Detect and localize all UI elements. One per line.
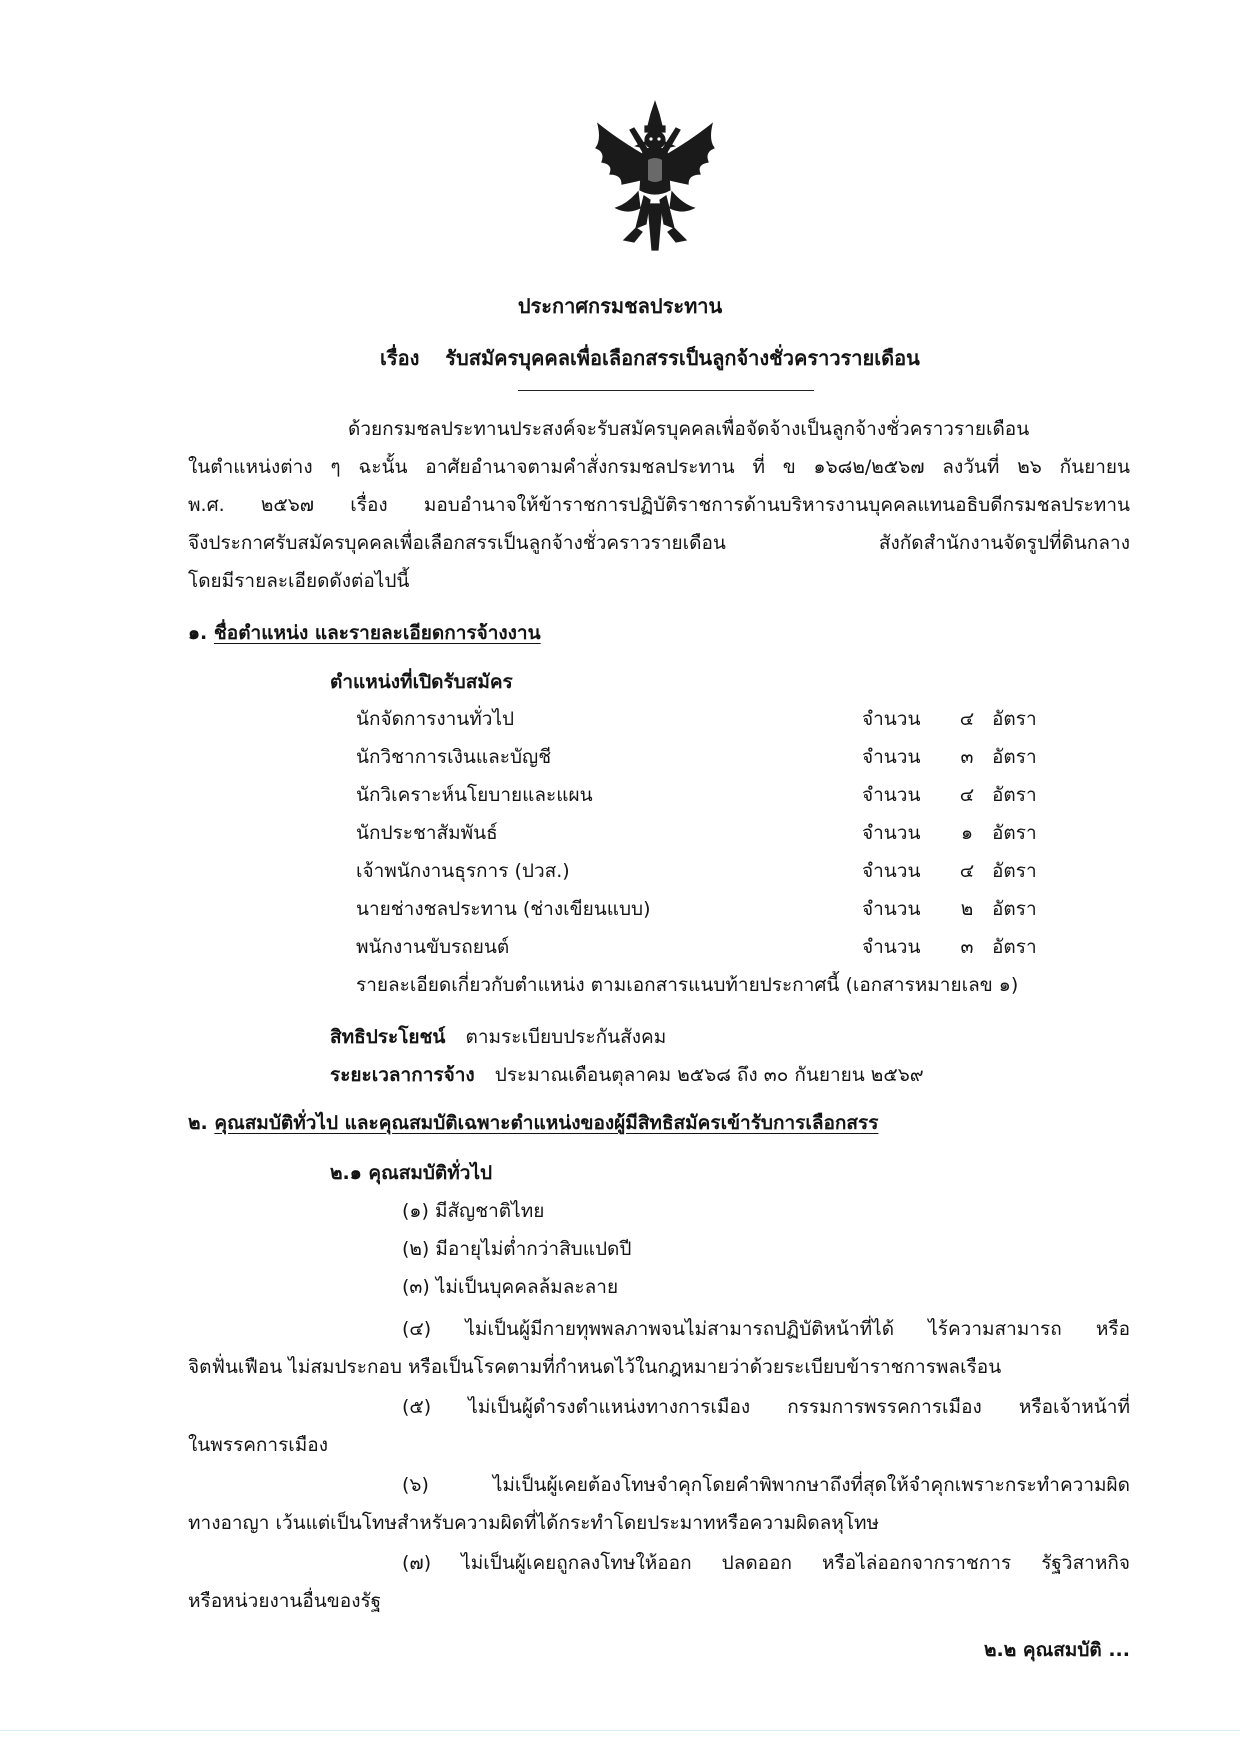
section2-subheading: ๒.๑ คุณสมบัติทั่วไป [330, 1162, 493, 1184]
item-text: ไม่เป็นผู้ดำรงตำแหน่งทางการเมือง กรรมการพรรคการเมือง หรือเจ้าหน้าที่ [468, 1396, 1130, 1418]
intro-line: ด้วยกรมชลประทานประสงค์จะรับสมัครบุคคลเพื่อจัดจ้างเป็นลูกจ้างชั่วคราวรายเดือน [348, 418, 1030, 440]
period-label: ระยะเวลาการจ้าง [330, 1064, 475, 1086]
item-number: (๖) [402, 1474, 429, 1496]
subject-text: รับสมัครบุคคลเพื่อเลือกสรรเป็นลูกจ้างชั่วคราวรายเดือน [445, 346, 920, 370]
title-divider [518, 390, 814, 391]
unit-label: อัตรา [992, 746, 1037, 768]
benefits-line [330, 1022, 666, 1052]
unit-label: อัตรา [992, 708, 1037, 730]
position-name: นายช่างชลประทาน (ช่างเขียนแบบ) [356, 898, 651, 920]
document-title: ประกาศกรมชลประทาน [517, 294, 723, 318]
item-text: ไม่เป็นผู้มีกายทุพพลภาพจนไม่สามารถปฏิบัติหน้าที่ได้ ไร้ความสามารถ หรือ [465, 1318, 1130, 1340]
unit-label: อัตรา [992, 860, 1037, 882]
position-name: นักประชาสัมพันธ์ [356, 822, 498, 844]
count-label: จำนวน [862, 822, 921, 844]
position-name: นักวิเคราะห์นโยบายและแผน [356, 784, 593, 806]
count-label: จำนวน [862, 784, 921, 806]
count-label: จำนวน [862, 708, 921, 730]
position-row [356, 932, 1056, 970]
position-name: นักจัดการงานทั่วไป [356, 708, 515, 730]
item-line [188, 1388, 1130, 1426]
qualification-item [188, 1388, 1130, 1464]
item-text: ไม่เป็นบุคคลล้มละลาย [435, 1276, 619, 1298]
item-text: มีอายุไม่ต่ำกว่าสิบแปดปี [435, 1238, 632, 1260]
count-label: จำนวน [862, 860, 921, 882]
position-row [356, 780, 1056, 818]
item-line: จิตฟั่นเฟือน ไม่สมประกอบ หรือเป็นโรคตามที่กำหนดไว้ในกฎหมายว่าด้วยระเบียบข้าราชการพลเรือน [188, 1356, 1002, 1378]
qualification-item [188, 1310, 1130, 1386]
item-number: (๔) [402, 1318, 432, 1340]
section1-title: ชื่อตำแหน่ง และรายละเอียดการจ้างงาน [213, 622, 541, 644]
position-count: ๔ [959, 784, 975, 806]
positions-heading: ตำแหน่งที่เปิดรับสมัคร [330, 671, 513, 693]
subject-label: เรื่อง [380, 346, 420, 370]
benefits-value: ตามระเบียบประกันสังคม [465, 1026, 667, 1048]
garuda-emblem-icon [588, 100, 722, 256]
position-row [356, 856, 1056, 894]
qualification-item [402, 1196, 544, 1226]
position-row [356, 742, 1056, 780]
intro-line: พ.ศ. ๒๕๖๗ เรื่อง มอบอำนาจให้ข้าราชการปฏิบัติราชการด้านบริหารงานบุคคลแทนอธิบดีกรมชลประทาน [188, 494, 1130, 516]
item-line: หรือหน่วยงานอื่นของรัฐ [188, 1590, 382, 1612]
section2-heading [188, 1108, 878, 1138]
item-number: (๗) [402, 1552, 432, 1574]
item-line [188, 1544, 1130, 1582]
position-row [356, 818, 1056, 856]
unit-label: อัตรา [992, 822, 1037, 844]
qualification-item [188, 1544, 1130, 1620]
count-label: จำนวน [862, 746, 921, 768]
subject-line [380, 342, 920, 374]
continuation-marker: ๒.๒ คุณสมบัติ ... [983, 1639, 1130, 1661]
position-row [356, 704, 1056, 742]
position-count: ๓ [960, 936, 974, 958]
position-name: นักวิชาการเงินและบัญชี [356, 746, 552, 768]
item-text: ไม่เป็นผู้เคยถูกลงโทษให้ออก ปลดออก หรือไล่ออกจากราชการ รัฐวิสาหกิจ [461, 1552, 1130, 1574]
qualification-item [402, 1234, 631, 1264]
details-note: รายละเอียดเกี่ยวกับตำแหน่ง ตามเอกสารแนบท้ายประกาศนี้ (เอกสารหมายเลข ๑) [356, 974, 1019, 996]
unit-label: อัตรา [992, 898, 1037, 920]
item-line: ในพรรคการเมือง [188, 1434, 328, 1456]
item-number: (๕) [402, 1396, 432, 1418]
section1-heading [188, 618, 541, 648]
qualification-item [402, 1272, 618, 1302]
position-count: ๓ [960, 746, 974, 768]
item-number: (๓) [402, 1276, 430, 1298]
item-number: (๑) [402, 1200, 429, 1222]
count-label: จำนวน [862, 898, 921, 920]
position-count: ๔ [959, 860, 975, 882]
item-number: (๒) [402, 1238, 430, 1260]
position-count: ๔ [959, 708, 975, 730]
item-text: ไม่เป็นผู้เคยต้องโทษจำคุกโดยคำพิพากษาถึงที่สุดให้จำคุกเพราะกระทำความผิด [492, 1474, 1130, 1496]
unit-label: อัตรา [992, 936, 1037, 958]
section2-title: คุณสมบัติทั่วไป และคุณสมบัติเฉพาะตำแหน่งของผู้มีสิทธิสมัครเข้ารับการเลือกสรร [214, 1112, 879, 1134]
position-count: ๒ [960, 898, 974, 920]
position-row [356, 894, 1056, 932]
position-count: ๑ [960, 822, 974, 844]
unit-label: อัตรา [992, 784, 1037, 806]
position-name: เจ้าพนักงานธุรการ (ปวส.) [356, 860, 570, 882]
intro-paragraph [188, 410, 1130, 600]
position-name: พนักงานขับรถยนต์ [356, 936, 510, 958]
intro-line: จึงประกาศรับสมัครบุคคลเพื่อเลือกสรรเป็นลูกจ้างชั่วคราวรายเดือน สังกัดสำนักงานจัดรูปที่ดินกลาง [188, 532, 1130, 554]
period-value: ประมาณเดือนตุลาคม ๒๕๖๘ ถึง ๓๐ กันยายน ๒๕๖๙ [494, 1064, 924, 1086]
qualification-item [188, 1466, 1130, 1542]
item-line [188, 1310, 1130, 1348]
section1-number: ๑. [188, 622, 208, 644]
benefits-label: สิทธิประโยชน์ [330, 1026, 446, 1048]
period-line [330, 1060, 924, 1090]
intro-line: ในตำแหน่งต่าง ๆ ฉะนั้น อาศัยอำนาจตามคำสั่งกรมชลประทาน ที่ ข ๑๖๘๒/๒๕๖๗ ลงวันที่ ๒๖ กันยายน [188, 456, 1130, 478]
item-line [188, 1466, 1130, 1504]
section2-number: ๒. [188, 1112, 208, 1134]
page-bottom-border [0, 1730, 1240, 1731]
count-label: จำนวน [862, 936, 921, 958]
intro-line: โดยมีรายละเอียดดังต่อไปนี้ [188, 570, 410, 592]
item-line: ทางอาญา เว้นแต่เป็นโทษสำหรับความผิดที่ได้กระทำโดยประมาทหรือความผิดลหุโทษ [188, 1512, 880, 1534]
item-text: มีสัญชาติไทย [434, 1200, 545, 1222]
